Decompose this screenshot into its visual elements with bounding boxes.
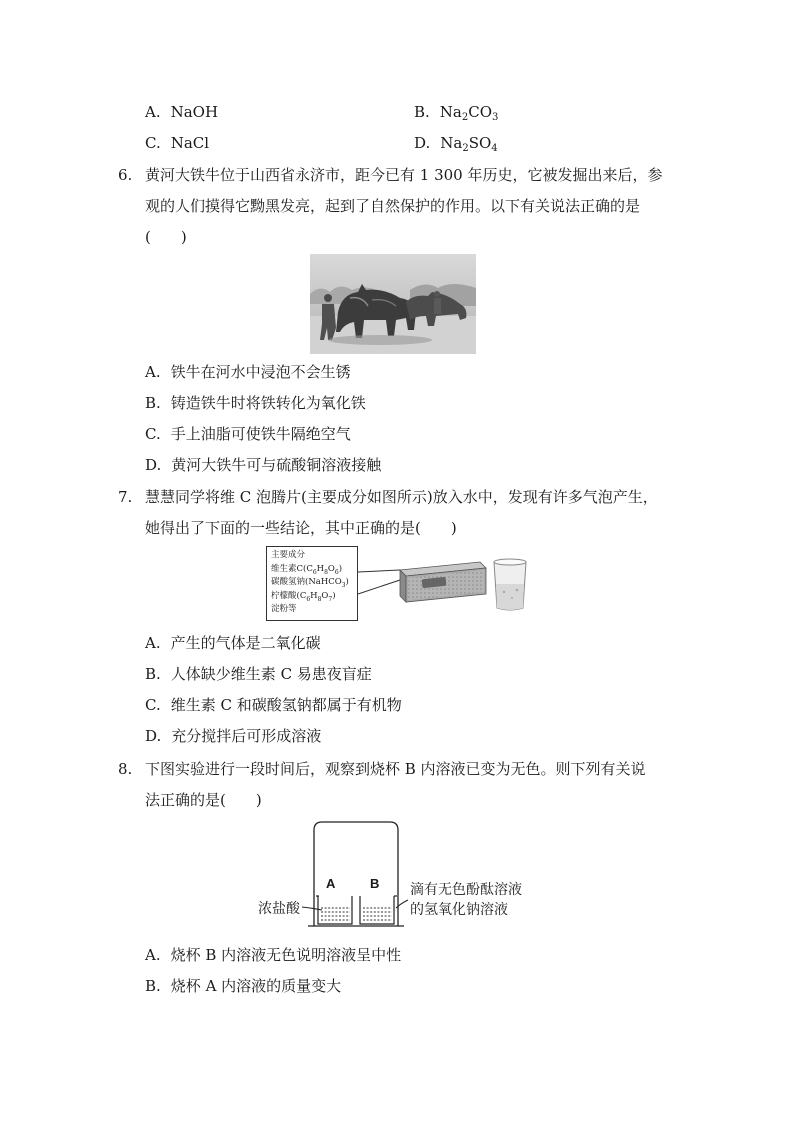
formula-part: H bbox=[310, 590, 318, 601]
q7-option-d bbox=[145, 726, 321, 746]
option-text: 手上油脂可使铁牛隔绝空气 bbox=[170, 425, 351, 443]
formula-part: Na bbox=[439, 103, 462, 121]
q7-option-a bbox=[145, 633, 321, 653]
q8-option-a bbox=[145, 945, 401, 965]
q7-stem-line1: 慧慧同学将维 C 泡腾片(主要成分如图所示)放入水中，发现有许多气泡产生， bbox=[145, 488, 658, 506]
formula-part: H bbox=[316, 563, 325, 574]
q8-stem-line2: 法正确的是( ) bbox=[145, 791, 262, 809]
option-text: 维生素 C 和碳酸氢钠都属于有机物 bbox=[170, 696, 402, 714]
q5-option-d bbox=[414, 133, 498, 153]
formula-subscript: 3 bbox=[341, 582, 346, 589]
q6-option-c bbox=[145, 424, 351, 444]
q6-option-a bbox=[145, 362, 351, 382]
formula-subscript: 6 bbox=[334, 568, 339, 576]
option-label: C. bbox=[145, 696, 161, 714]
q6-option-d bbox=[145, 455, 381, 475]
formula-part: 维生素C(C bbox=[271, 563, 313, 574]
option-label: A. bbox=[145, 634, 161, 652]
beaker-b-label: B bbox=[370, 876, 380, 891]
option-text: 铸造铁牛时将铁转化为氧化铁 bbox=[170, 394, 366, 412]
option-text: NaOH bbox=[170, 103, 219, 121]
q7-number: 7. bbox=[118, 488, 133, 506]
formula-part: ) bbox=[332, 590, 336, 601]
q6-stem-line3: ( ) bbox=[145, 228, 187, 246]
water-glass-icon bbox=[494, 559, 526, 610]
option-label: D. bbox=[145, 727, 162, 745]
formula-subscript: 8 bbox=[317, 595, 322, 603]
formula-subscript: 6 bbox=[312, 568, 317, 576]
option-label: B. bbox=[145, 977, 161, 995]
formula-part: CO bbox=[468, 103, 493, 121]
option-text: 烧杯 B 内溶液无色说明溶液呈中性 bbox=[170, 946, 402, 964]
formula-subscript: 7 bbox=[328, 595, 333, 603]
q6-stem-line1: 黄河大铁牛位于山西省永济市，距今已有 1 300 年历史，它被发掘出来后，参 bbox=[145, 166, 663, 184]
option-label: B. bbox=[145, 665, 161, 683]
formula-subscript: 4 bbox=[491, 143, 498, 154]
option-text: 烧杯 A 内溶液的质量变大 bbox=[170, 977, 342, 995]
option-label: A. bbox=[145, 363, 161, 381]
formula-subscript: 3 bbox=[492, 112, 499, 123]
q5-option-a bbox=[145, 102, 218, 122]
formula-part: ) bbox=[338, 563, 343, 574]
option-label: D. bbox=[414, 134, 431, 152]
option-text: 人体缺少维生素 C 易患夜盲症 bbox=[170, 665, 372, 683]
formula-subscript: 8 bbox=[324, 568, 328, 576]
formula-subscript: 2 bbox=[461, 112, 469, 123]
pointer-line bbox=[358, 580, 400, 594]
q8-number: 8. bbox=[118, 760, 133, 778]
ingredient-citric-acid bbox=[271, 590, 353, 604]
option-text: 充分搅拌后可形成溶液 bbox=[171, 727, 322, 745]
ingredient-title: 主要成分 bbox=[271, 550, 306, 560]
beaker-a-label: A bbox=[326, 876, 336, 891]
ingredient-vitamin-c bbox=[271, 563, 353, 577]
q5-option-c bbox=[145, 133, 209, 153]
iron-ox-photo bbox=[310, 254, 476, 354]
ingredient-sodium-bicarbonate bbox=[271, 576, 353, 590]
effervescent-tablet-figure bbox=[356, 548, 532, 622]
option-text: 黄河大铁牛可与硫酸铜溶液接触 bbox=[171, 456, 382, 474]
formula-part: Na bbox=[440, 134, 463, 152]
q6-stem-line2: 观的人们摸得它黝黑发亮，起到了自然保护的作用。以下有关说法正确的是 bbox=[145, 197, 641, 215]
q6-number: 6. bbox=[118, 166, 133, 184]
phenolphthalein-label-line2: 的氢氧化钠溶液 bbox=[410, 902, 508, 918]
ingredient-label-box bbox=[266, 546, 358, 621]
q7-option-b bbox=[145, 664, 372, 684]
formula-part: SO bbox=[468, 134, 492, 152]
formula-part: O bbox=[321, 590, 329, 601]
hydrochloric-acid-label: 浓盐酸 bbox=[258, 901, 300, 917]
option-label: D. bbox=[145, 456, 162, 474]
q8-stem-line1: 下图实验进行一段时间后，观察到烧杯 B 内溶液已变为无色。则下列有关说 bbox=[145, 760, 646, 778]
option-label: C. bbox=[145, 425, 161, 443]
formula-subscript: 2 bbox=[462, 143, 469, 154]
option-label: C. bbox=[145, 134, 161, 152]
q7-option-c bbox=[145, 695, 402, 715]
q8-option-b bbox=[145, 976, 341, 996]
formula-part: 碳酸氢钠(NaHCO bbox=[271, 577, 342, 587]
q6-option-b bbox=[145, 393, 366, 413]
option-label: B. bbox=[145, 394, 161, 412]
formula-part: 柠檬酸(C bbox=[271, 590, 307, 601]
q5-option-b bbox=[414, 102, 498, 122]
option-label: B. bbox=[414, 103, 430, 121]
pointer-line bbox=[358, 570, 400, 572]
option-label: A. bbox=[145, 946, 161, 964]
option-text: NaCl bbox=[170, 134, 210, 152]
option-text: 产生的气体是二氧化碳 bbox=[170, 634, 321, 652]
phenolphthalein-label-line1: 滴有无色酚酞溶液 bbox=[410, 882, 522, 898]
option-label: A. bbox=[145, 103, 161, 121]
formula-subscript: 6 bbox=[306, 595, 311, 603]
ingredient-starch: 淀粉等 bbox=[271, 604, 297, 614]
q7-stem-line2: 她得出了下面的一些结论，其中正确的是( ) bbox=[145, 519, 457, 537]
formula-part: ) bbox=[345, 577, 349, 587]
tablet-tube-icon bbox=[400, 562, 486, 602]
formula-part: O bbox=[327, 563, 335, 574]
option-text: 铁牛在河水中浸泡不会生锈 bbox=[170, 363, 351, 381]
